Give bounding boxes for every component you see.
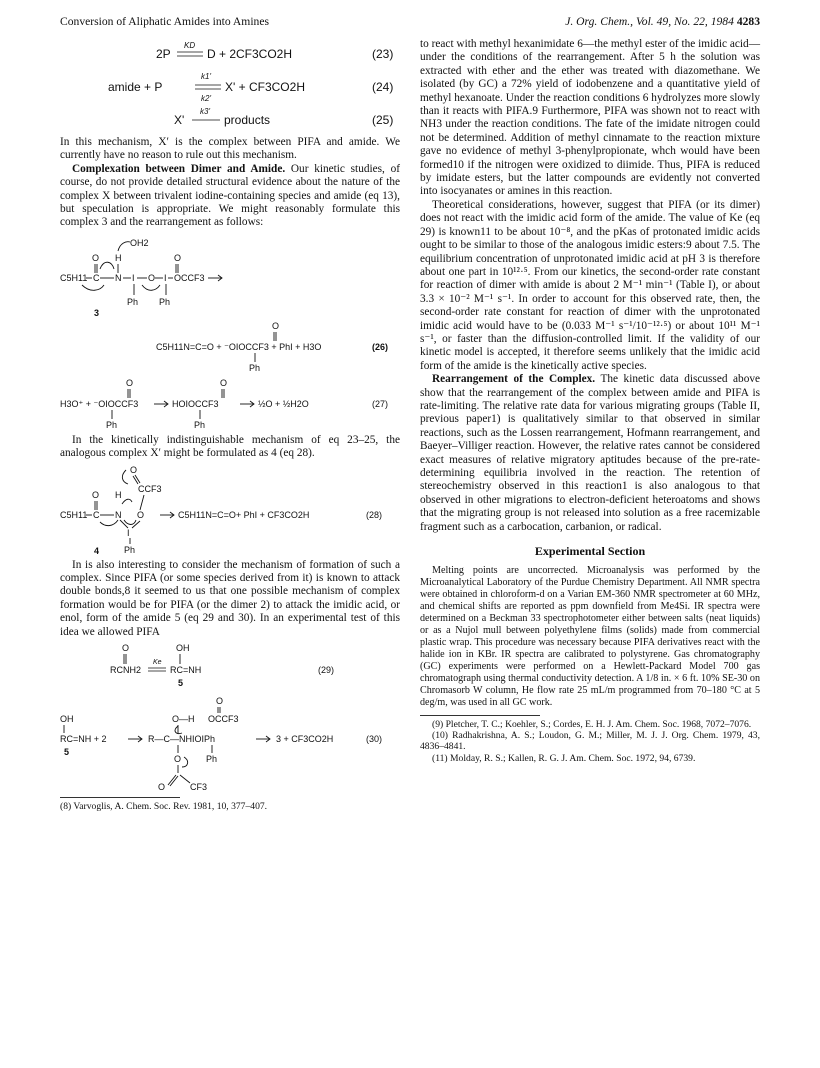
journal-volume: Vol. 49, No. 22, 1984: [635, 14, 734, 28]
eq29-amide: RCNH2: [110, 665, 142, 676]
eq23-arrow-label: KD: [184, 41, 196, 50]
complex-3-structure: [60, 233, 400, 317]
eq30-number: (30): [366, 734, 383, 745]
eq26-products: C5H11N=C=O + ⁻OIOCCF3 + PhI + H3O: [156, 341, 322, 352]
equation-23: [60, 41, 400, 67]
phenyl-2-label: Ph: [159, 296, 171, 307]
complexation-text: Our kinetic studies, of course, do not provide detailed structural evidence about the nature of the complex X between trivalent iodine-containing species and amide (eq 13), but speculation is appropriate. We might reasonably formulate this complex 3 and the rearrangement as follows:: [60, 162, 400, 229]
interest-paragraph: In is also interesting to consider the mechanism of formation of such a complex. Since PIFA (or some species derived from it) is known to attack double bonds,8 it seemed to us that one possible mechanism of complex formation would be for PIFA (or the dimer 2) to attack the imidic acid, or enol, form of the amide 5 (eq 29 and 30). In an experimental test of this idea we allowed PIFA: [60, 558, 400, 638]
eq29-imidic-acid: RC=NH: [170, 665, 202, 676]
eq27-lhs: H3O⁺ + ⁻OIOCCF3: [60, 398, 139, 409]
eq28-o-top: O: [130, 464, 138, 475]
eq25-arrow-label: k3': [200, 107, 210, 116]
right-column: [420, 38, 760, 764]
equation-29: [60, 642, 400, 692]
eq30-compound-5: 5: [64, 747, 70, 758]
eq30-phenyl: Ph: [206, 754, 218, 765]
running-title: Conversion of Aliphatic Amides into Amines: [60, 14, 269, 28]
eq25-lhs: X': [174, 113, 185, 127]
ester-o-label: O: [174, 252, 182, 263]
experimental-section-title: Experimental Section: [534, 544, 646, 559]
eq27-o2: O: [220, 377, 228, 388]
footnote-9: (9) Pletcher, T. C.; Koehler, S.; Cordes, E. H. J. Am. Chem. Soc. 1968, 7072–7076.: [432, 719, 752, 731]
eq28-number: (28): [366, 509, 383, 520]
eq26-phenyl: Ph: [249, 362, 261, 373]
equation-28-complex-4: [60, 464, 400, 556]
eq27-mid: HOIOCCF3: [172, 398, 219, 409]
equation-24: [60, 70, 400, 104]
eq28-phenyl: Ph: [124, 544, 136, 555]
rearrangement-heading: Rearrangement of the Complex.: [432, 373, 596, 386]
oh2-label: OH2: [130, 237, 149, 248]
equation-30: [60, 695, 400, 791]
kinetic-paragraph: In the kinetically indistinguishable mechanism of eq 23–25, the analogous complex X′ might be formulated as 4 (eq 28).: [60, 433, 400, 460]
nh-h-label: H: [115, 252, 122, 263]
eq28-n: N: [115, 509, 122, 520]
compound-4-label: 4: [94, 545, 100, 556]
eq25-number: (25): [372, 113, 394, 127]
curved-arrow-1: [82, 285, 104, 290]
eq28-ccf3: CCF3: [138, 483, 162, 494]
equation-25: [60, 107, 400, 133]
eq29-o: O: [122, 643, 130, 654]
equation-26: [60, 320, 400, 374]
oh2-arrow: [118, 242, 130, 251]
eq24-number: (24): [372, 80, 394, 94]
eq30-oh: OH: [60, 714, 74, 725]
eq28-curved-top: [122, 470, 128, 484]
footnote-rule-left: [60, 797, 180, 798]
imidate-paragraph: to react with methyl hexanimidate 6—the methyl ester of the imidic acid—under the conditions of the rearrangement. After 5 h the solution was extracted with ether and the ether was treated with diazomethane. We isolated (by GC) a 72% yield of iodobenzene and a quantitative yield of methyl hexanoate. Under the reaction conditions 6 hydrolyzes more slowly than it reacts with PIFA.9 Furthermore, PIFA was shown not to react with NH3 under the reaction conditions. The fate of the imidate nitrogen could not be determined. Addition of methyl cinnamate to the reaction mixture gave no evidence of methyl 3-phenylpropionate, whch would have been formed10 if the nitrogen were oxidized to diimide. Thus, PIFA is reduced by imidate esters, but the latter compounds are evidently not converted into isocyanates or amines in this reaction.: [420, 38, 760, 198]
eq27-rhs: ½O + ½H2O: [258, 398, 309, 409]
eq24-arrow-bottom: k2': [201, 94, 211, 103]
footnote-11: (11) Molday, R. S.; Kallen, R. G. J. Am. Chem. Soc. 1972, 94, 6739.: [432, 752, 696, 764]
mechanism-paragraph: In this mechanism, X′ is the complex between PIFA and amide. We currently have no reason to rule out this mechanism.: [60, 136, 400, 162]
eq26-carbonyl-o: O: [272, 320, 280, 331]
bridge-o-label: O: [148, 272, 156, 283]
eq28-curved-i: [124, 520, 136, 525]
eq27-phenyl-1: Ph: [106, 419, 118, 430]
journal-citation: [565, 15, 760, 28]
eq30-lhs: RC=NH + 2: [60, 734, 107, 745]
eq25-rhs: products: [224, 113, 271, 127]
eq28-c5h11: C5H11: [60, 509, 88, 520]
complexation-heading: Complexation between Dimer and Amide.: [72, 162, 286, 175]
page-number: 4283: [736, 14, 760, 28]
eq30-c-cf3-bond: [180, 775, 190, 783]
journal-name: J. Org. Chem.,: [565, 14, 634, 28]
eq28-h: H: [115, 489, 122, 500]
footnote-rule-right: [420, 715, 540, 716]
compound-3-label: 3: [94, 307, 100, 317]
eq28-co-bond: [133, 476, 138, 484]
eq26-number: (26): [372, 341, 389, 352]
theory-paragraph: Theoretical considerations, however, suggest that PIFA (or its dimer) does not react with the imidic acid form of the amide. The value of Ke (eq 29) is known11 to be about 10⁻⁸, and the pKas of protonated imidic acids ought to be similar to those of the analogous imidic esters:9 about 7.5. The equilibrium concentration of unprotonated imidic acid at pH 3 is therefore about one part in 10¹²·⁵. From our kinetics, the second-order rate constant for reaction of dimer with amide is about 2 M⁻¹ min⁻¹ (Table I), or about 3.3 × 10⁻² M⁻¹ s⁻¹. In order to account for this observed rate, then, the second-order rate constant for reaction of dimer with the unprotonated imidic acid would have to be (0.033 M⁻¹ s⁻¹/10⁻¹²·⁵) or about 10¹¹ M⁻¹ s⁻¹, or faster than the diffusion-controlled limit. If the validity of our kinetic model is accepted, it therefore seems unlikely that the imidic acid form of the amide is the kinetically active species.: [420, 198, 760, 372]
eq28-c: C: [93, 509, 100, 520]
eq28-o-ring: O: [137, 509, 145, 520]
eq30-o-top: O: [216, 696, 224, 707]
eq23-rhs: D + 2CF3CO2H: [207, 47, 293, 61]
experimental-paragraph: Melting points are uncorrected. Microanalysis was performed by the Microanalytical Laboratory of the Purdue Chemistry Department. All NMR spectra were obtained in chloroform-d on a Varian EM-360 NMR spectrometer at 60 MHz, and chemical shifts are reported as ppm downfield from Me4Si. IR spectra were determined on a Beckman 33 spectrophotometer either between salts (neat liquids) or as a Nujol mull between polyethylene films (solids) made from commercial plastic wrap. This procedure was necessary because PIFA derivatives react with the halide ion in KBr. IR spectra are calibrated to polystyrene. Gas chromatography (GC) experiments were performed on a Hewlett-Packard Model 700 gas chromatograph using thermal conductivity detection. A 1/8 in. × 6 ft. 10% SE-30 on Chromasorb W column, He flow rate 25 mL/m programmed from 70–180 °C at 5 deg/m, was used in all GC work.: [420, 565, 760, 709]
eq29-compound-5: 5: [178, 678, 184, 689]
eq30-curved-oh: [175, 726, 182, 734]
footnote-8: (8) Varvoglis, A. Chem. Soc. Rev. 1981, 10, 377–407.: [60, 801, 268, 813]
eq27-o1: O: [126, 377, 134, 388]
eq24-rhs: X' + CF3CO2H: [225, 80, 305, 94]
eq24-arrow-top: k1': [201, 72, 211, 81]
footnotes-right: [420, 719, 760, 764]
left-column: [60, 38, 400, 812]
eq30-curved-lower: [182, 757, 188, 767]
footnote-10: (10) Radhakrishna, A. S.; Loudon, G. M.; Miller, M. J. J. Org. Chem. 1979, 43, 4836–4841.: [420, 730, 760, 753]
phenyl-1-label: Ph: [127, 296, 139, 307]
eq28-co-bond-2: [135, 475, 140, 483]
eq29-number: (29): [318, 665, 335, 676]
eq28-carbonyl-o: O: [92, 489, 100, 500]
eq30-rhs: 3 + CF3CO2H: [276, 734, 334, 745]
iodine-2-label: I: [164, 272, 167, 283]
rearrangement-text: The kinetic data discussed above show that the rearrangement of the complex between amide and PIFA is rate-limiting. The relative rate data for various migrating groups (Table II, previous paper1) is qualitatively similar to that observed in similar reactions, such as the Lossen rearrangement, Hofmann rearrangement, and Baeyer–Villiger reaction. However, the relative rates cannot be considered exact measures of relative migratory aptitudes because of the pre-rate-determining equilibria involved in the reaction. The retention of stereochemistry observed in this reaction1 is also analogous to that observed in other migrations to electron-deficient heteroatoms and shows that the migrating group is not released into solution as a free racemizable fragment such as a carbocation, carbanion, or radical.: [420, 373, 761, 533]
eq28-n-i-bond: [120, 520, 128, 528]
carbon-label: C: [93, 272, 100, 283]
c5h11-label: C5H11: [60, 272, 88, 283]
occf3-label: OCCF3: [174, 272, 205, 283]
equation-27: [60, 377, 400, 431]
complexation-paragraph: [60, 163, 400, 230]
rearrangement-paragraph: [420, 373, 760, 534]
eq27-phenyl-2: Ph: [194, 419, 206, 430]
eq30-o-bottom: O: [158, 782, 166, 792]
eq30-cf3: CF3: [190, 782, 208, 792]
eq30-intermediate: R—C—NHIOIPh: [148, 734, 216, 745]
eq23-lhs: 2P: [156, 47, 171, 61]
nitrogen-label: N: [115, 272, 122, 283]
eq29-ke: Ke: [153, 659, 162, 667]
eq23-number: (23): [372, 47, 394, 61]
eq30-o-h: O—H: [172, 714, 195, 725]
carbonyl-o-label: O: [92, 252, 100, 263]
eq24-lhs: amide + P: [108, 80, 163, 94]
curved-arrow-2: [100, 262, 114, 269]
experimental-section: [420, 565, 760, 709]
iodine-1-label: I: [132, 272, 135, 283]
eq28-products: C5H11N=C=O+ PhI + CF3CO2H: [178, 509, 310, 520]
eq28-o-i-bond: [132, 521, 140, 528]
eq30-o-lower: O: [174, 754, 182, 765]
eq28-iodine: I: [127, 527, 130, 538]
running-header: [60, 10, 760, 32]
eq28-c-o-bond: [140, 495, 144, 510]
eq27-number: (27): [372, 398, 389, 409]
eq30-occf3: OCCF3: [208, 714, 239, 725]
curved-arrow-3: [142, 285, 160, 290]
eq28-curved-h: [122, 499, 132, 504]
eq28-curved-migration: [100, 520, 118, 526]
eq29-oh: OH: [176, 643, 190, 654]
